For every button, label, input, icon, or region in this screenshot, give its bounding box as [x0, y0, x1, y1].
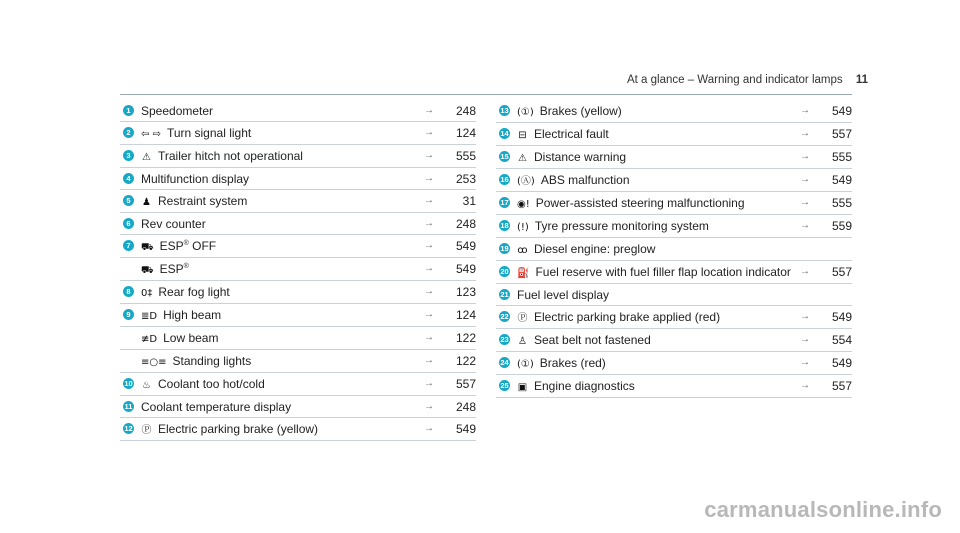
- page-reference[interactable]: 549: [831, 310, 852, 324]
- item-number-badge: 14: [500, 128, 509, 138]
- low-beam-icon: ≢D: [141, 334, 158, 345]
- item-text: Seat belt not fastened: [534, 333, 651, 347]
- arrow-right-icon: →: [424, 240, 434, 251]
- item-text: Electrical fault: [534, 127, 609, 141]
- item-text: Rear fog light: [158, 285, 230, 299]
- page-reference[interactable]: 549: [831, 173, 852, 187]
- list-item: [120, 418, 476, 441]
- list-item: [496, 329, 852, 352]
- watermark: carmanualsonline.info: [704, 497, 942, 522]
- item-number-badge: 21: [500, 289, 509, 299]
- list-item: [496, 284, 852, 306]
- esp-off-icon: ⛟: [141, 242, 154, 253]
- arrow-right-icon: →: [800, 220, 810, 231]
- item-label: [141, 400, 418, 414]
- list-item: [496, 215, 852, 238]
- item-text: Trailer hitch not operational: [158, 149, 303, 163]
- page-reference[interactable]: 549: [455, 422, 476, 436]
- item-label: [517, 196, 794, 212]
- item-number-badge: 15: [500, 151, 509, 161]
- page-reference[interactable]: 124: [455, 126, 476, 140]
- list-item: [120, 281, 476, 304]
- item-label: [517, 265, 794, 281]
- item-number-badge: 19: [500, 243, 509, 253]
- item-label: [141, 377, 418, 393]
- item-label: [517, 104, 794, 120]
- preglow-icon: ꝏ: [517, 245, 528, 256]
- list-item: [496, 352, 852, 375]
- item-text: Fuel reserve with fuel filler flap location indicator: [535, 265, 791, 279]
- page-reference[interactable]: 122: [455, 354, 476, 368]
- electric-parking-brake-icon: Ⓟ: [517, 313, 528, 324]
- page-reference[interactable]: 122: [455, 331, 476, 345]
- item-text: Speedometer: [141, 104, 214, 118]
- page-reference[interactable]: 555: [455, 149, 476, 163]
- item-label: [141, 308, 418, 324]
- item-label: [141, 285, 418, 301]
- trailer-hitch-icon: ⚠: [142, 152, 151, 163]
- arrow-right-icon: →: [424, 105, 434, 116]
- item-label: [141, 262, 418, 278]
- item-label: [141, 104, 418, 118]
- arrow-right-icon: →: [800, 105, 810, 116]
- item-label: [517, 242, 794, 258]
- coolant-icon: ♨: [142, 380, 151, 391]
- list-item: [120, 258, 476, 281]
- arrow-right-icon: →: [424, 332, 434, 343]
- item-label: [517, 219, 794, 235]
- header-divider: [120, 94, 852, 95]
- item-text: Coolant temperature display: [141, 400, 292, 414]
- list-item: [120, 235, 476, 258]
- page-reference[interactable]: 549: [455, 239, 476, 253]
- steering-icon: ◉!: [517, 199, 530, 210]
- item-label: [517, 310, 794, 326]
- page-reference[interactable]: 555: [831, 150, 852, 164]
- item-label: [141, 331, 418, 347]
- tyre-pressure-icon: (!): [517, 222, 529, 233]
- brakes-icon: (①): [517, 107, 534, 118]
- arrow-right-icon: →: [424, 127, 434, 138]
- item-label: [141, 354, 418, 370]
- item-label: [141, 217, 418, 231]
- item-text: Distance warning: [534, 150, 627, 164]
- item-number-badge: 5: [123, 195, 134, 206]
- list-item: [496, 261, 852, 284]
- item-number-badge: 2: [123, 127, 134, 138]
- item-number-badge: 3: [123, 150, 134, 161]
- item-text: Electric parking brake applied (red): [534, 310, 721, 324]
- page-reference[interactable]: 549: [831, 104, 852, 118]
- page-reference[interactable]: 559: [831, 219, 852, 233]
- item-text: Restraint system: [158, 194, 248, 208]
- item-number-badge: 9: [123, 309, 134, 320]
- page-number: 11: [855, 74, 868, 86]
- page-reference[interactable]: 555: [831, 196, 852, 210]
- page-reference[interactable]: 557: [831, 127, 852, 141]
- list-item: [496, 146, 852, 169]
- registered-mark: ®: [183, 240, 189, 247]
- item-number-badge: 8: [123, 286, 134, 297]
- list-item: [120, 122, 476, 145]
- item-label: [141, 422, 418, 438]
- item-number-badge: 22: [500, 311, 509, 321]
- list-item: [120, 100, 476, 122]
- electric-parking-brake-icon: Ⓟ: [141, 425, 152, 436]
- item-label: [141, 149, 418, 165]
- arrow-right-icon: →: [800, 197, 810, 208]
- arrow-right-icon: →: [800, 266, 810, 277]
- item-number-badge: 20: [500, 266, 509, 276]
- restraint-system-icon: ♟: [142, 197, 151, 208]
- item-label: [517, 333, 794, 349]
- list-item: [496, 123, 852, 146]
- page-reference[interactable]: 31: [462, 194, 476, 208]
- item-number-badge: 18: [500, 220, 509, 230]
- list-item: [120, 373, 476, 396]
- arrow-right-icon: →: [800, 380, 810, 391]
- registered-mark: ®: [183, 263, 189, 270]
- list-item: [496, 100, 852, 123]
- list-item: [120, 350, 476, 373]
- page-reference[interactable]: 557: [455, 377, 476, 391]
- list-item: [120, 304, 476, 327]
- arrow-right-icon: →: [424, 309, 434, 320]
- item-number-badge: 13: [500, 105, 509, 115]
- item-text: Tyre pressure monitoring system: [534, 219, 709, 233]
- item-text: Diesel engine: preglow: [534, 242, 656, 256]
- item-text: Electric parking brake (yellow): [158, 422, 319, 436]
- right-column: [496, 100, 852, 398]
- item-text: Rev counter: [141, 217, 206, 231]
- item-text: Brakes (yellow): [539, 104, 622, 118]
- left-column: [120, 100, 476, 441]
- brakes-icon: (①): [517, 359, 534, 370]
- item-text: ESP: [159, 239, 184, 253]
- item-number-badge: 4: [123, 173, 134, 184]
- list-item: [496, 192, 852, 215]
- list-item: [120, 396, 476, 418]
- item-number-badge: 7: [123, 240, 134, 251]
- item-text: Turn signal light: [166, 126, 252, 140]
- standing-lights-icon: ≡○≡: [141, 357, 167, 368]
- item-text: Standing lights: [172, 354, 252, 368]
- arrow-right-icon: →: [424, 401, 434, 412]
- page-reference[interactable]: 549: [831, 356, 852, 370]
- page-reference[interactable]: 248: [455, 217, 476, 231]
- arrow-right-icon: →: [800, 311, 810, 322]
- item-number-badge: 17: [500, 197, 509, 207]
- item-number-badge: 16: [500, 174, 509, 184]
- item-label: [517, 288, 794, 302]
- arrow-right-icon: →: [800, 128, 810, 139]
- engine-diagnostics-icon: ▣: [517, 382, 528, 393]
- list-item: [120, 327, 476, 350]
- item-text: Power-assisted steering malfunctioning: [535, 196, 745, 210]
- item-number-badge: 11: [124, 401, 133, 411]
- arrow-right-icon: →: [424, 263, 434, 274]
- item-label: [141, 194, 418, 210]
- rear-fog-light-icon: 0‡: [141, 288, 153, 299]
- list-item: [496, 306, 852, 329]
- item-number-badge: 24: [500, 357, 509, 367]
- list-item: [496, 238, 852, 261]
- item-number-badge: 1: [123, 105, 134, 116]
- abs-icon: (Ⓐ): [517, 176, 535, 187]
- item-label: [141, 126, 418, 142]
- item-text: Engine diagnostics: [534, 379, 635, 393]
- item-text: ESP: [159, 262, 184, 276]
- fuel-icon: ⛽: [517, 268, 530, 279]
- page-reference[interactable]: 124: [455, 308, 476, 322]
- item-number-badge: 23: [500, 334, 509, 344]
- item-label: [517, 356, 794, 372]
- arrow-right-icon: →: [424, 378, 434, 389]
- item-text-suffix: OFF: [188, 239, 217, 253]
- item-number-badge: 10: [124, 378, 133, 388]
- arrow-right-icon: →: [424, 173, 434, 184]
- page-reference[interactable]: 557: [831, 379, 852, 393]
- arrow-right-icon: →: [424, 195, 434, 206]
- item-label: [517, 379, 794, 395]
- item-text: High beam: [163, 308, 222, 322]
- item-label: [141, 172, 418, 186]
- list-item: [120, 190, 476, 213]
- item-text: Coolant too hot/cold: [158, 377, 265, 391]
- arrow-right-icon: →: [424, 423, 434, 434]
- esp-icon: ⛟: [141, 265, 154, 276]
- item-number-badge: 12: [124, 423, 133, 433]
- item-text: ABS malfunction: [540, 173, 630, 187]
- page-reference[interactable]: 557: [831, 265, 852, 279]
- item-text: Fuel level display: [517, 288, 610, 302]
- arrow-right-icon: →: [800, 151, 810, 162]
- list-item: [120, 168, 476, 190]
- arrow-right-icon: →: [800, 357, 810, 368]
- item-number-badge: 25: [500, 380, 509, 390]
- page-reference[interactable]: 123: [455, 285, 476, 299]
- page-reference[interactable]: 248: [455, 400, 476, 414]
- high-beam-icon: ≣D: [141, 311, 158, 322]
- arrow-right-icon: →: [424, 218, 434, 229]
- item-number-badge: 6: [123, 218, 134, 229]
- arrow-right-icon: →: [424, 355, 434, 366]
- arrow-right-icon: →: [800, 334, 810, 345]
- arrow-right-icon: →: [800, 174, 810, 185]
- list-item: [496, 375, 852, 398]
- item-label: [517, 150, 794, 166]
- list-item: [120, 213, 476, 235]
- item-text: Low beam: [163, 331, 219, 345]
- arrow-right-icon: →: [424, 150, 434, 161]
- header-title: At a glance – Warning and indicator lamps: [626, 74, 843, 86]
- seat-belt-icon: ♙: [518, 336, 527, 347]
- turn-signal-icon: ⇦ ⇨: [141, 129, 161, 140]
- page-reference[interactable]: 554: [831, 333, 852, 347]
- page-reference[interactable]: 549: [455, 262, 476, 276]
- battery-icon: ⊟: [518, 130, 527, 141]
- item-label: [517, 127, 794, 143]
- list-item: [120, 145, 476, 168]
- item-text: Multifunction display: [141, 172, 250, 186]
- item-label: [141, 239, 418, 255]
- distance-warning-icon: ⚠: [518, 153, 527, 164]
- arrow-right-icon: →: [424, 286, 434, 297]
- page-reference[interactable]: 248: [455, 104, 476, 118]
- list-item: [496, 169, 852, 192]
- item-label: [517, 173, 794, 189]
- page-header: [627, 74, 868, 86]
- page-reference[interactable]: 253: [455, 172, 476, 186]
- item-text: Brakes (red): [539, 356, 606, 370]
